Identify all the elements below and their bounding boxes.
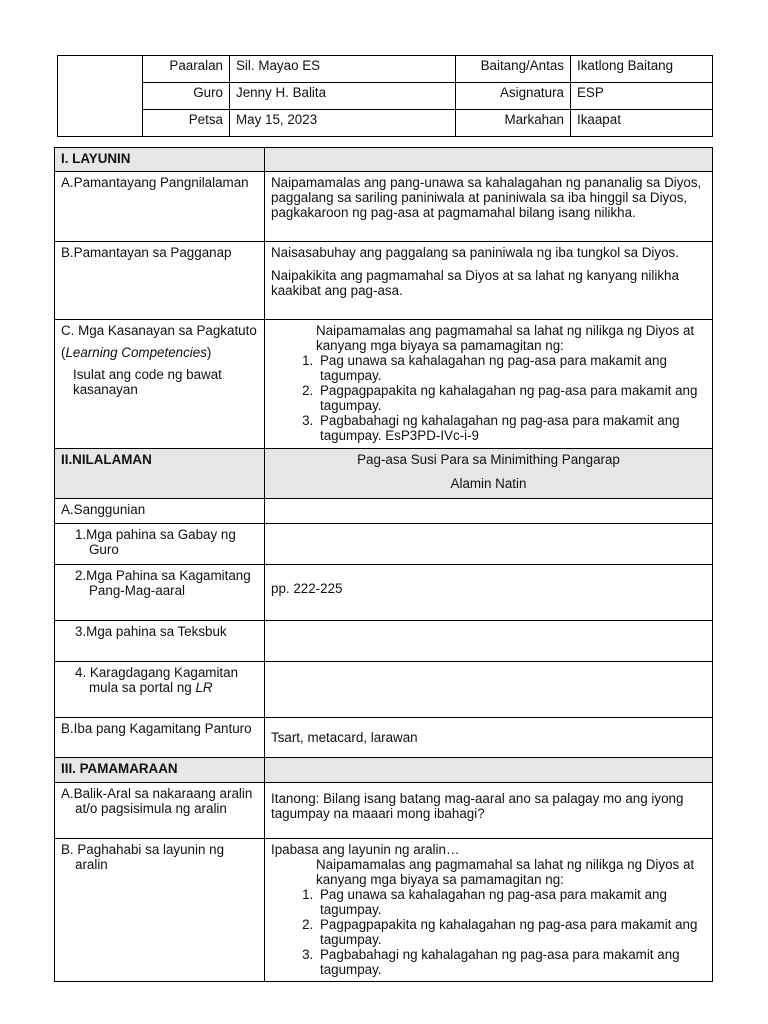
paghahabi-list [271, 887, 706, 977]
pamantayang-pangnilalaman-label: A.Pamantayang Pangnilalaman [55, 172, 265, 242]
gabay-guro-label: 1.Mga pahina sa Gabay ng Guro [55, 524, 265, 565]
pamantayan-pagganap-label: B.Pamantayan sa Pagganap [55, 242, 265, 320]
section-layunin-title: I. LAYUNIN [55, 148, 265, 172]
section-pamamaraan-blank [265, 758, 713, 783]
kasanayan-intro: Naipamamalas ang pagmamahal sa lahat ng nilikga ng Diyos at kanyang mga biyaya sa pamamagitan ng: [316, 323, 695, 353]
school-value: Sil. Mayao ES [230, 56, 456, 83]
quarter-value: Ikaapat [571, 110, 713, 137]
paghahabi-label: B. Paghahabi sa layunin ng aralin [55, 839, 265, 982]
kagamitan-label: 2.Mga Pahina sa Kagamitang Pang-Mag-aaral [55, 565, 265, 621]
paghahabi-lead: Ipabasa ang layunin ng aralin… [271, 842, 460, 857]
kasanayan-note: Isulat ang code ng bawat kasanayan [73, 367, 222, 397]
portal-value [265, 662, 713, 718]
section-pamamaraan-title: III. PAMAMARAAN [55, 758, 265, 783]
list-item: 3. Pagbabahagi ng kahalagahan ng pag-asa para makamit ang tagumpay. [317, 947, 706, 977]
pamantayan-pagganap-text-1: Naisasabuhay ang paggalang sa paniniwala ng iba tungkol sa Diyos. [271, 245, 679, 260]
portal-label: 4. Karagdagang Kagamitan mula sa portal ng [75, 665, 239, 695]
teksbuk-label: 3.Mga pahina sa Teksbuk [55, 621, 265, 662]
pamantayan-pagganap-cell [265, 242, 713, 320]
quarter-label: Markahan [456, 110, 571, 137]
section-nilalaman-title: II.NILALAMAN [55, 449, 265, 499]
sanggunian-label: A.Sanggunian [55, 499, 265, 524]
kasanayan-list [271, 353, 706, 443]
subject-value: ESP [571, 83, 713, 110]
pamantayang-pangnilalaman-text: Naipamamalas ang pang-unawa sa kahalagahan ng pananalig sa Diyos, paggalang sa sariling paniniwala at paniniwala sa iba hinggil sa Diyos, pagkakaroon ng pag-asa at pagmamahal bilang isang nilikha. [265, 172, 713, 242]
nilalaman-subtopic: Alamin Natin [450, 476, 527, 491]
kasanayan-label-en: Learning Competencies [65, 345, 207, 360]
teksbuk-value [265, 621, 713, 662]
paghahabi-intro: Naipamamalas ang pagmamahal sa lahat ng nilikga ng Diyos at kanyang mga biyaya sa pamamagitan ng: [316, 857, 695, 887]
kasanayan-label-cell [55, 320, 265, 449]
date-value: May 15, 2023 [230, 110, 456, 137]
pamantayan-pagganap-text-2: Naipakikita ang pagmamahal sa Diyos at sa lahat ng kanyang nilikha kaakibat ang pag-asa. [271, 268, 679, 298]
paghahabi-cell [265, 839, 713, 982]
iba-kagamitan-value: Tsart, metacard, larawan [265, 718, 713, 758]
balik-aral-text: Itanong: Bilang isang batang mag-aaral ano sa palagay mo ang iyong tagumpay na maaari mong ibahagi? [265, 783, 713, 839]
list-item: 2. Pagpagpapakita ng kahalagahan ng pag-asa para makamit ang tagumpay. [317, 383, 706, 413]
gabay-guro-value [265, 524, 713, 565]
grade-value: Ikatlong Baitang [571, 56, 713, 83]
subject-label: Asignatura [456, 83, 571, 110]
iba-kagamitan-label: B.Iba pang Kagamitang Panturo [55, 718, 265, 758]
nilalaman-topic: Pag-asa Susi Para sa Minimithing Pangarap [357, 452, 620, 467]
blank-logo-cell [58, 56, 143, 137]
teacher-label: Guro [143, 83, 230, 110]
list-item: 2. Pagpagpapakita ng kahalagahan ng pag-asa para makamit ang tagumpay. [317, 917, 706, 947]
sanggunian-blank [265, 499, 713, 524]
kasanayan-cell [265, 320, 713, 449]
date-label: Petsa [143, 110, 230, 137]
list-item: 1. Pag unawa sa kahalagahan ng pag-asa para makamit ang tagumpay. [317, 353, 706, 383]
teacher-value: Jenny H. Balita [230, 83, 456, 110]
kasanayan-label: C. Mga Kasanayan sa Pagkatuto [61, 323, 257, 338]
kasanayan-label-en-line: (Learning Competencies) [61, 345, 212, 360]
school-label: Paaralan [143, 56, 230, 83]
lesson-plan-table [54, 147, 713, 982]
kagamitan-value: pp. 222-225 [265, 565, 713, 621]
section-layunin-blank [265, 148, 713, 172]
balik-aral-label: A.Balik-Aral sa nakaraang aralin at/o pagsisimula ng aralin [55, 783, 265, 839]
header-table [57, 55, 713, 137]
nilalaman-topic-cell [265, 449, 713, 499]
portal-label-lr: LR [195, 680, 213, 695]
portal-label-cell [55, 662, 265, 718]
list-item: 3. Pagbabahagi ng kahalagahan ng pag-asa para makamit ang tagumpay. EsP3PD-IVc-i-9 [317, 413, 706, 443]
list-item: 1. Pag unawa sa kahalagahan ng pag-asa para makamit ang tagumpay. [317, 887, 706, 917]
grade-label: Baitang/Antas [456, 56, 571, 83]
